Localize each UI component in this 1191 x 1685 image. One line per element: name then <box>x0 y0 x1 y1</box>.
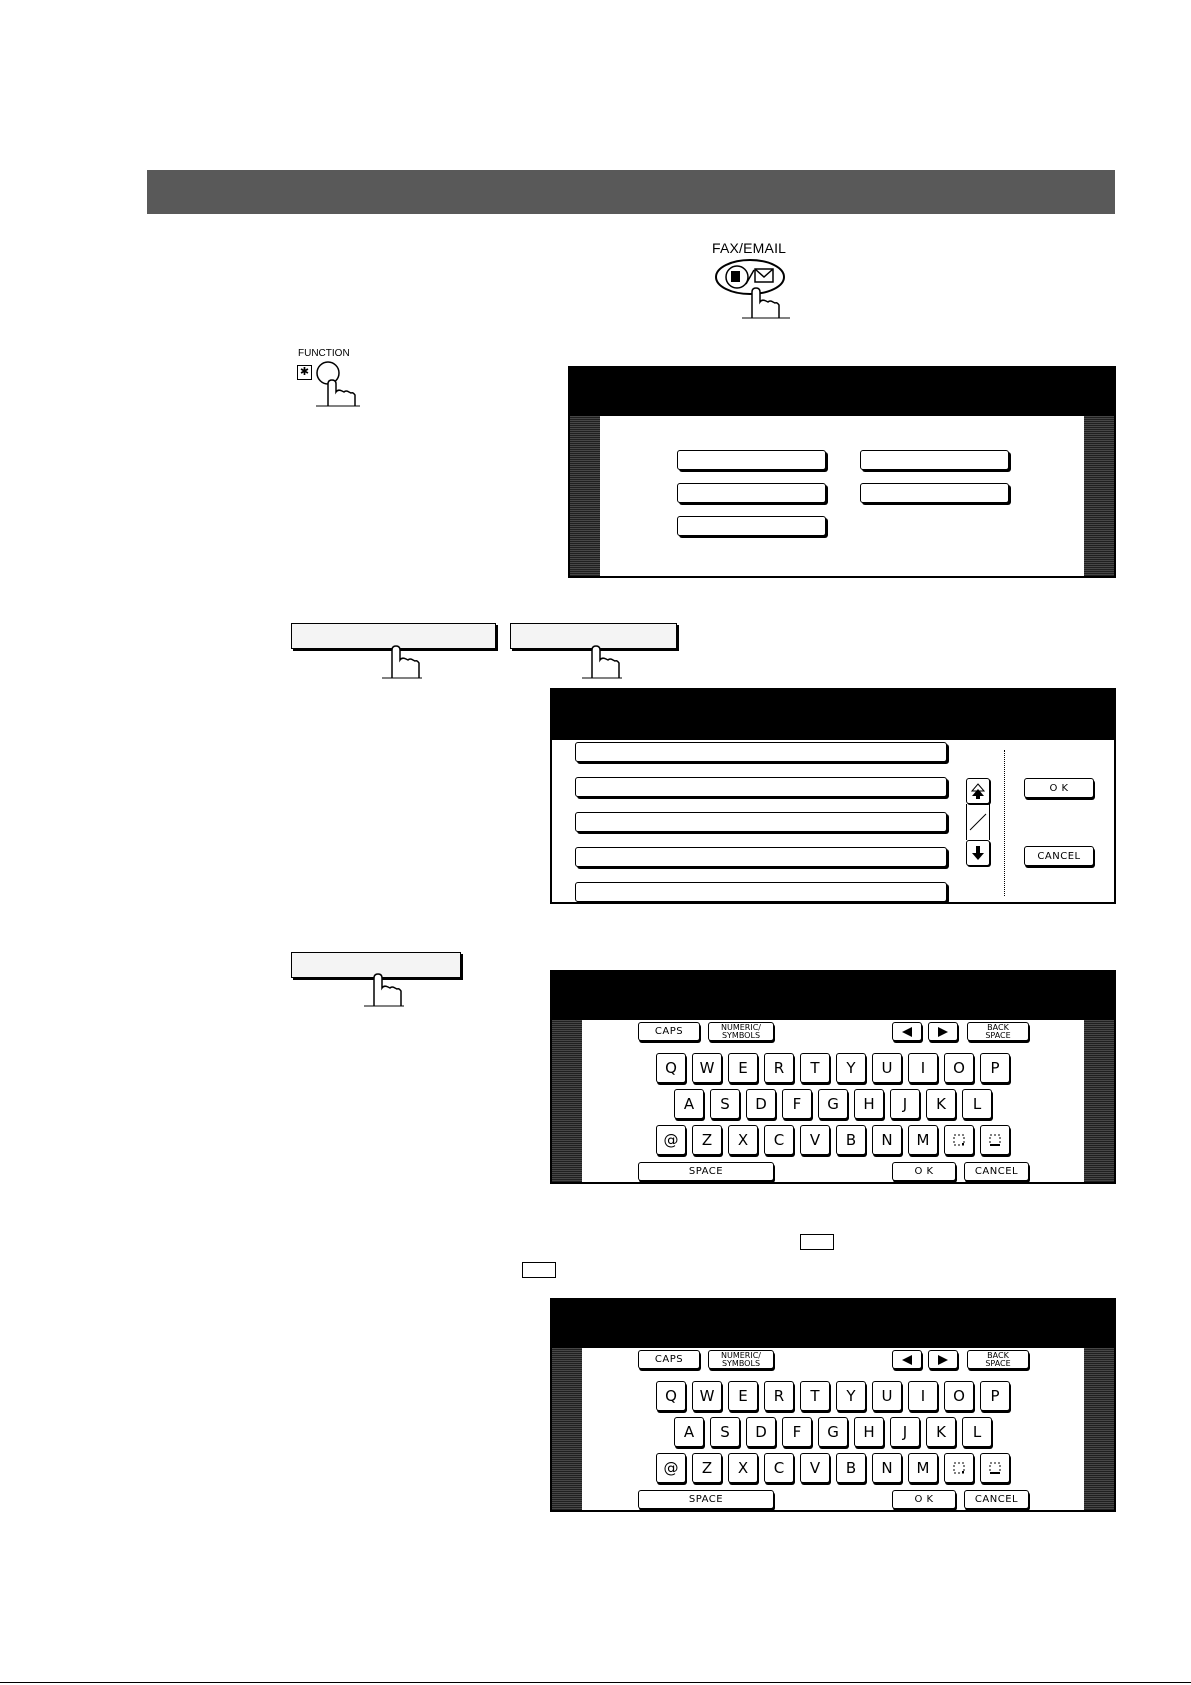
key-f[interactable]: F <box>782 1417 812 1447</box>
key-l[interactable]: L <box>962 1089 992 1119</box>
key-g[interactable]: G <box>818 1089 848 1119</box>
key-u[interactable]: U <box>872 1053 902 1083</box>
key-i[interactable]: I <box>908 1381 938 1411</box>
function-key-label: FUNCTION <box>298 348 350 359</box>
underscore-glyph-icon <box>989 1134 1001 1146</box>
function-menu-screen <box>568 366 1116 578</box>
screen-side-texture <box>552 1348 582 1510</box>
cursor-right-key[interactable] <box>928 1022 958 1041</box>
list-item-3[interactable] <box>575 812 947 832</box>
key-q[interactable]: Q <box>656 1381 686 1411</box>
function-menu-button-3[interactable] <box>677 483 826 503</box>
key-dot[interactable] <box>944 1453 974 1483</box>
list-item-5[interactable] <box>575 882 947 902</box>
space-key[interactable]: SPACE <box>638 1490 774 1509</box>
cancel-key[interactable]: CANCEL <box>964 1162 1029 1181</box>
numeric-symbols-key[interactable]: NUMERIC/ SYMBOLS <box>708 1022 774 1041</box>
screen-side-texture <box>1084 1348 1114 1510</box>
key-k[interactable]: K <box>926 1089 956 1119</box>
key-w[interactable]: W <box>692 1053 722 1083</box>
page-separator-slash <box>967 804 989 840</box>
bottom-rule <box>0 1682 1191 1683</box>
inline-key-reference <box>522 1262 556 1278</box>
key-underscore[interactable] <box>980 1125 1010 1155</box>
screen-title-bar <box>552 690 1114 740</box>
key-k[interactable]: K <box>926 1417 956 1447</box>
key-i[interactable]: I <box>908 1053 938 1083</box>
key-z[interactable]: Z <box>692 1453 722 1483</box>
key-c[interactable]: C <box>764 1125 794 1155</box>
key-g[interactable]: G <box>818 1417 848 1447</box>
key-d[interactable]: D <box>746 1089 776 1119</box>
page-indicator <box>966 804 990 840</box>
caps-key[interactable]: CAPS <box>638 1022 700 1041</box>
key-m[interactable]: M <box>908 1125 938 1155</box>
key-at[interactable]: @ <box>656 1453 686 1483</box>
dot-glyph-icon <box>953 1462 965 1474</box>
asterisk-icon: ✱ <box>297 365 312 380</box>
key-m[interactable]: M <box>908 1453 938 1483</box>
list-screen <box>550 688 1116 904</box>
key-j[interactable]: J <box>890 1089 920 1119</box>
key-p[interactable]: P <box>980 1053 1010 1083</box>
key-y[interactable]: Y <box>836 1053 866 1083</box>
finger-press-icon <box>360 968 404 1008</box>
key-w[interactable]: W <box>692 1381 722 1411</box>
key-v[interactable]: V <box>800 1125 830 1155</box>
list-item-2[interactable] <box>575 777 947 797</box>
key-r[interactable]: R <box>764 1053 794 1083</box>
key-n[interactable]: N <box>872 1125 902 1155</box>
keyboard-screen-1 <box>550 970 1116 1184</box>
list-item-1[interactable] <box>575 742 947 762</box>
down-arrow-icon <box>971 845 985 861</box>
list-item-4[interactable] <box>575 847 947 867</box>
underscore-glyph-icon <box>989 1462 1001 1474</box>
backspace-key[interactable]: BACK SPACE <box>967 1022 1029 1041</box>
inline-key-reference <box>800 1234 834 1250</box>
double-up-arrow-icon <box>971 783 985 799</box>
screen-side-texture <box>1084 416 1114 576</box>
function-menu-button-2[interactable] <box>860 450 1009 470</box>
screen-title-bar <box>552 1300 1114 1348</box>
ok-key[interactable]: O K <box>892 1162 956 1181</box>
key-p[interactable]: P <box>980 1381 1010 1411</box>
key-l[interactable]: L <box>962 1417 992 1447</box>
key-b[interactable]: B <box>836 1125 866 1155</box>
key-x[interactable]: X <box>728 1453 758 1483</box>
function-key[interactable] <box>314 360 360 410</box>
key-dot[interactable] <box>944 1125 974 1155</box>
right-arrow-icon <box>937 1027 949 1037</box>
key-q[interactable]: Q <box>656 1053 686 1083</box>
cancel-button[interactable]: CANCEL <box>1024 846 1094 866</box>
screen-side-texture <box>552 1020 582 1182</box>
fax-email-key[interactable] <box>712 256 792 322</box>
screen-title-bar <box>570 368 1114 416</box>
key-h[interactable]: H <box>854 1417 884 1447</box>
cursor-right-key[interactable] <box>928 1350 958 1369</box>
key-z[interactable]: Z <box>692 1125 722 1155</box>
keyboard-screen-2 <box>550 1298 1116 1512</box>
screen-title-bar <box>552 972 1114 1020</box>
key-j[interactable]: J <box>890 1417 920 1447</box>
cursor-left-key[interactable] <box>892 1350 922 1369</box>
key-f[interactable]: F <box>782 1089 812 1119</box>
key-a[interactable]: A <box>674 1417 704 1447</box>
key-n[interactable]: N <box>872 1453 902 1483</box>
key-v[interactable]: V <box>800 1453 830 1483</box>
key-o[interactable]: O <box>944 1053 974 1083</box>
key-x[interactable]: X <box>728 1125 758 1155</box>
function-menu-button-4[interactable] <box>860 483 1009 503</box>
cursor-left-key[interactable] <box>892 1022 922 1041</box>
key-y[interactable]: Y <box>836 1381 866 1411</box>
key-underscore[interactable] <box>980 1453 1010 1483</box>
key-o[interactable]: O <box>944 1381 974 1411</box>
page-up-button[interactable] <box>966 778 990 804</box>
caps-key[interactable]: CAPS <box>638 1350 700 1369</box>
key-e[interactable]: E <box>728 1381 758 1411</box>
numeric-symbols-key[interactable]: NUMERIC/ SYMBOLS <box>708 1350 774 1369</box>
screen-body <box>600 416 1084 576</box>
key-b[interactable]: B <box>836 1453 866 1483</box>
space-key[interactable]: SPACE <box>638 1162 774 1181</box>
ok-key[interactable]: O K <box>892 1490 956 1509</box>
dot-glyph-icon <box>953 1134 965 1146</box>
key-d[interactable]: D <box>746 1417 776 1447</box>
key-s[interactable]: S <box>710 1417 740 1447</box>
key-t[interactable]: T <box>800 1381 830 1411</box>
finger-press-icon <box>578 640 622 680</box>
cancel-key[interactable]: CANCEL <box>964 1490 1029 1509</box>
key-h[interactable]: H <box>854 1089 884 1119</box>
ok-button[interactable]: O K <box>1024 778 1094 798</box>
scroll-down-button[interactable] <box>966 840 990 866</box>
left-arrow-icon <box>901 1355 913 1365</box>
function-menu-button-1[interactable] <box>677 450 826 470</box>
divider <box>1004 750 1005 896</box>
key-s[interactable]: S <box>710 1089 740 1119</box>
key-u[interactable]: U <box>872 1381 902 1411</box>
key-e[interactable]: E <box>728 1053 758 1083</box>
key-r[interactable]: R <box>764 1381 794 1411</box>
right-arrow-icon <box>937 1355 949 1365</box>
key-a[interactable]: A <box>674 1089 704 1119</box>
section-banner <box>147 170 1115 214</box>
left-arrow-icon <box>901 1027 913 1037</box>
key-c[interactable]: C <box>764 1453 794 1483</box>
screen-side-texture <box>570 416 600 576</box>
fax-email-key-label: FAX/EMAIL <box>712 240 787 256</box>
key-t[interactable]: T <box>800 1053 830 1083</box>
key-at[interactable]: @ <box>656 1125 686 1155</box>
screen-side-texture <box>1084 1020 1114 1182</box>
finger-press-icon <box>378 640 422 680</box>
function-menu-button-5[interactable] <box>677 516 826 536</box>
backspace-key[interactable]: BACK SPACE <box>967 1350 1029 1369</box>
